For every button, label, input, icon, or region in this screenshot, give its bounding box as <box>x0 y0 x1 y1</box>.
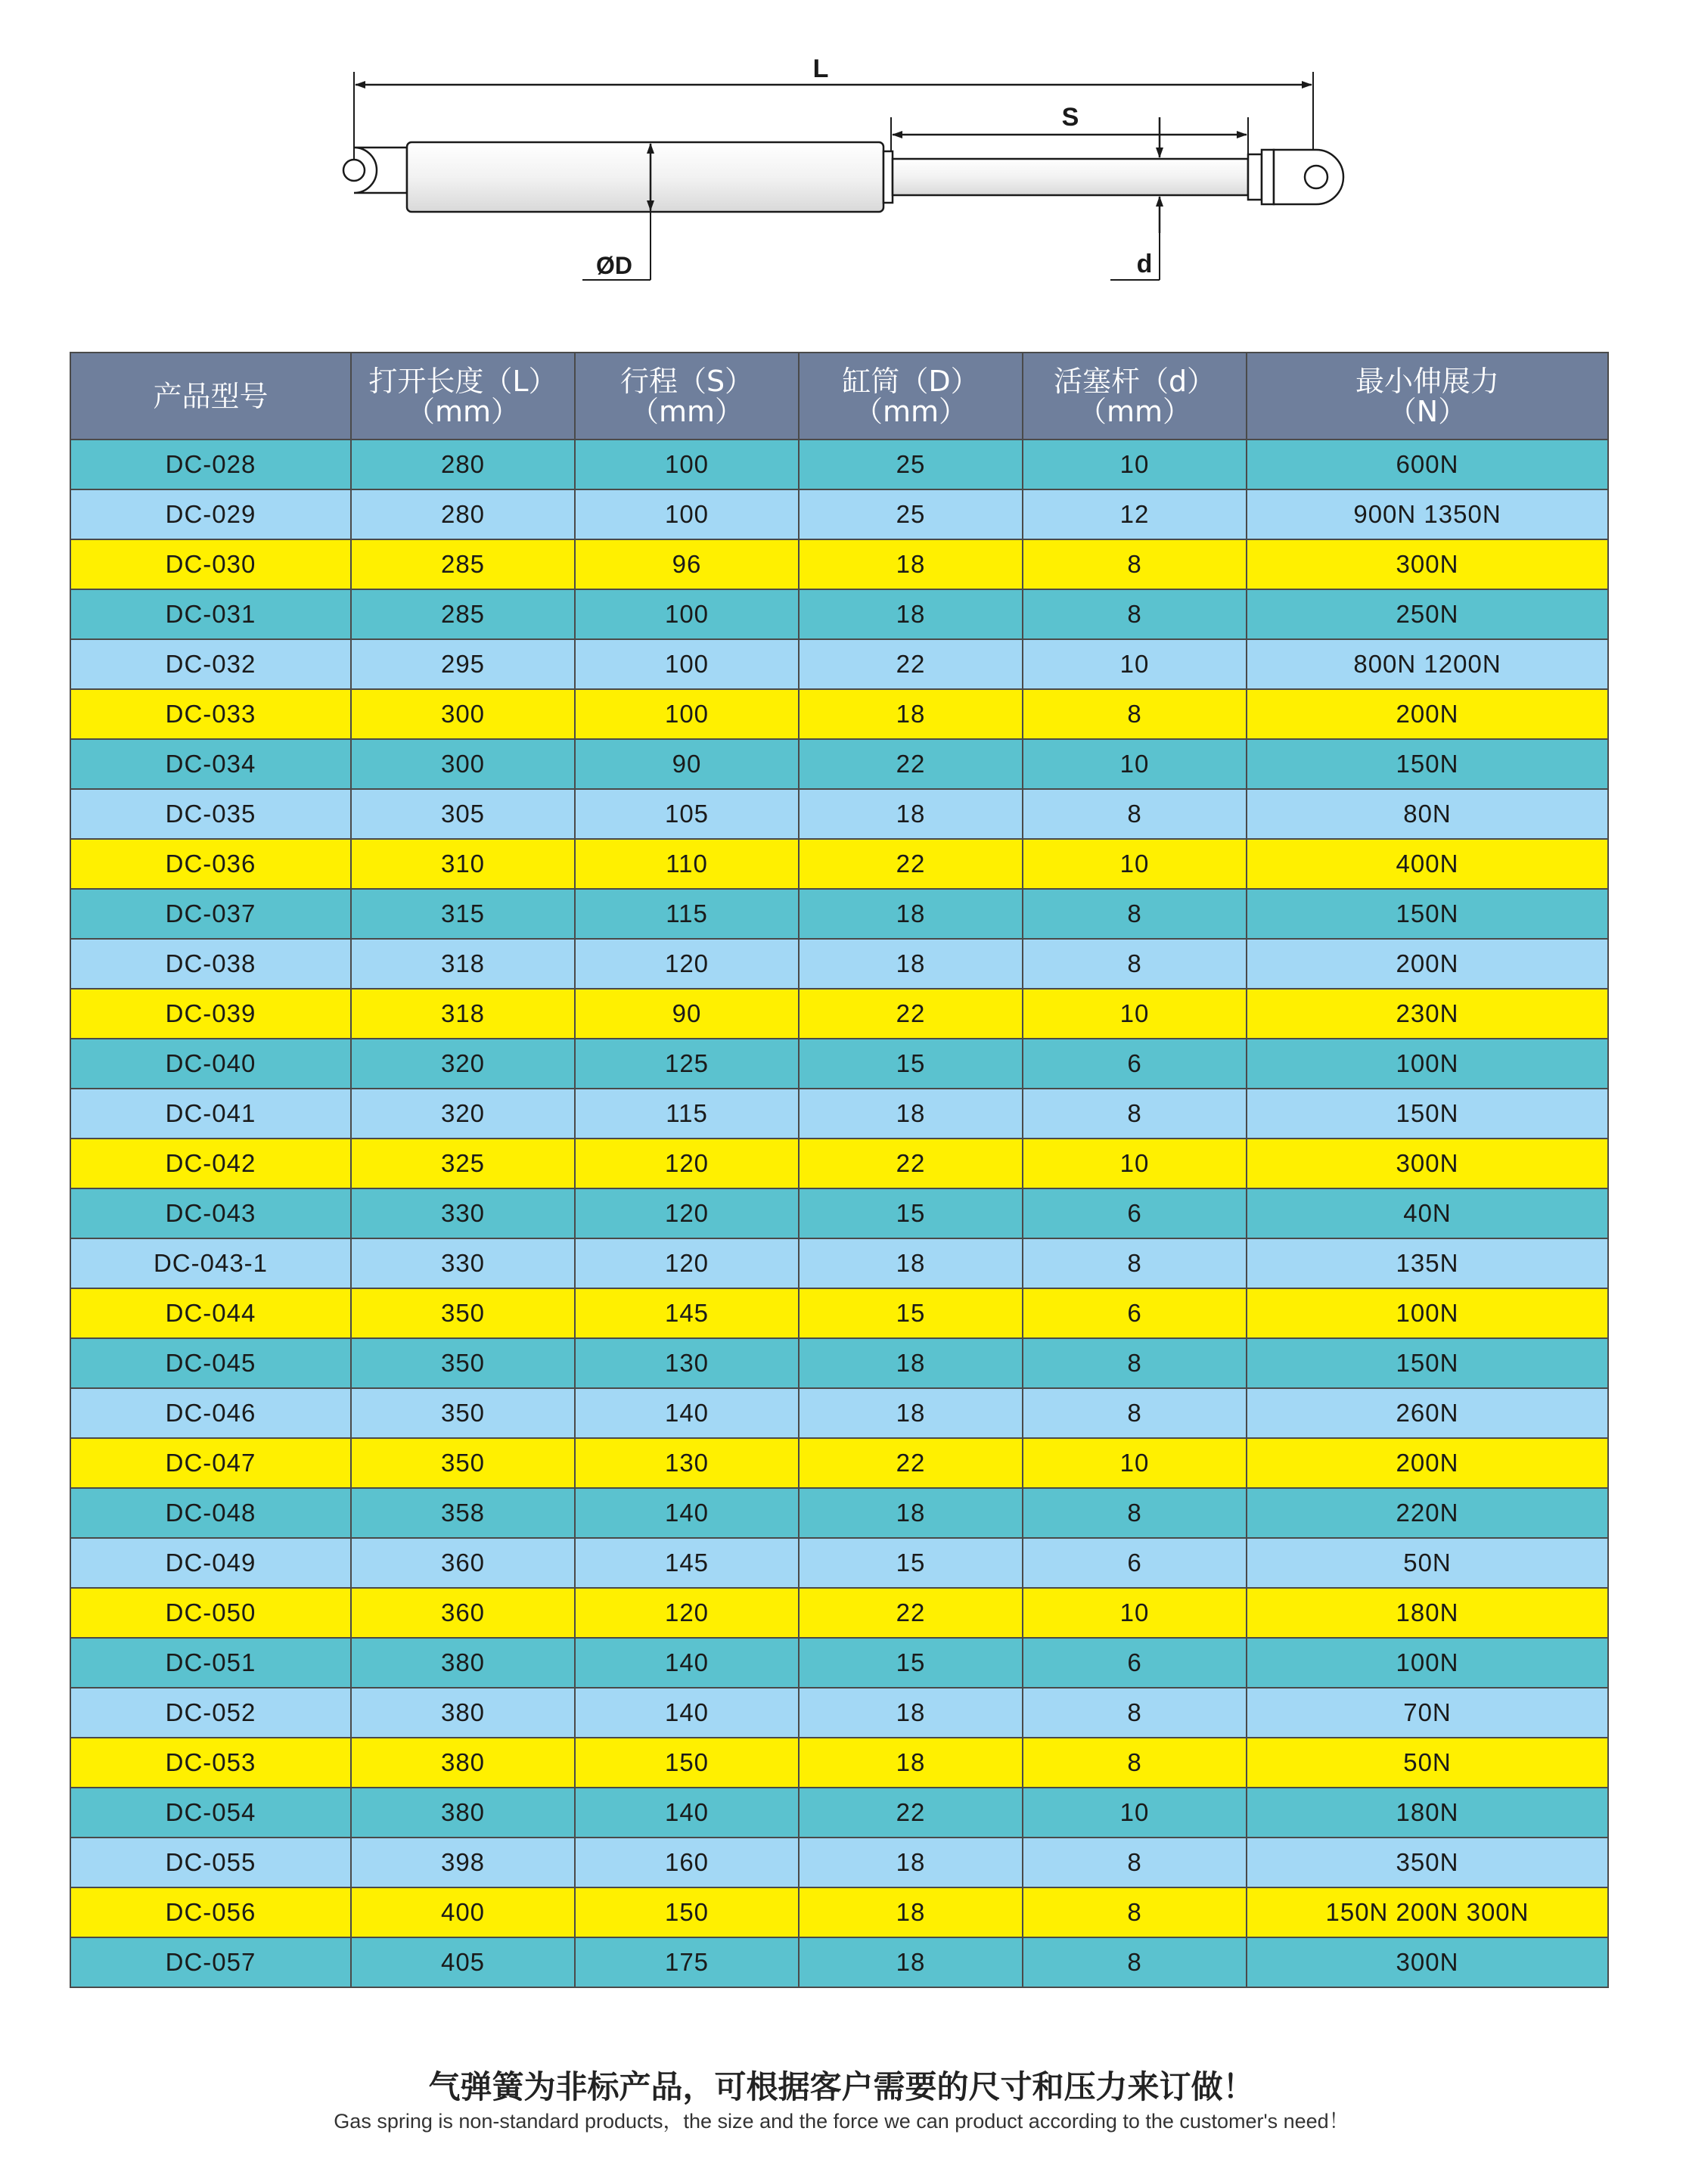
table-row <box>70 1438 1608 1488</box>
table-row <box>70 589 1608 639</box>
header-min-force: 最小伸展力 （N） <box>1247 353 1608 440</box>
cell-stroke: 90 <box>575 739 799 789</box>
cell-min-force: 80N <box>1247 789 1608 839</box>
cell-min-force: 70N <box>1247 1688 1608 1738</box>
cell-model: DC-052 <box>70 1688 351 1738</box>
table-row <box>70 1738 1608 1788</box>
cell-open-length: 358 <box>351 1488 575 1538</box>
cell-cylinder: 22 <box>799 1588 1023 1638</box>
cell-open-length: 360 <box>351 1538 575 1588</box>
cell-open-length: 320 <box>351 1039 575 1089</box>
cell-min-force: 220N <box>1247 1488 1608 1538</box>
cell-model: DC-046 <box>70 1388 351 1438</box>
cell-cylinder: 18 <box>799 789 1023 839</box>
cell-cylinder: 25 <box>799 440 1023 489</box>
cell-model: DC-031 <box>70 589 351 639</box>
cell-model: DC-051 <box>70 1638 351 1688</box>
cell-cylinder: 22 <box>799 989 1023 1039</box>
table-row <box>70 889 1608 939</box>
cell-min-force: 150N <box>1247 1089 1608 1139</box>
cell-rod: 6 <box>1023 1538 1247 1588</box>
cell-rod: 8 <box>1023 1937 1247 1987</box>
table-row <box>70 639 1608 689</box>
cell-open-length: 380 <box>351 1738 575 1788</box>
cell-cylinder: 22 <box>799 839 1023 889</box>
cell-rod: 8 <box>1023 589 1247 639</box>
cell-cylinder: 15 <box>799 1638 1023 1688</box>
cell-cylinder: 18 <box>799 1688 1023 1738</box>
cell-open-length: 280 <box>351 489 575 539</box>
cell-model: DC-044 <box>70 1288 351 1338</box>
cell-rod: 6 <box>1023 1188 1247 1238</box>
cell-open-length: 318 <box>351 939 575 989</box>
table-row <box>70 1039 1608 1089</box>
cell-cylinder: 22 <box>799 739 1023 789</box>
cell-stroke: 115 <box>575 889 799 939</box>
cell-rod: 8 <box>1023 539 1247 589</box>
table-body <box>70 440 1608 1987</box>
cell-stroke: 145 <box>575 1288 799 1338</box>
cell-cylinder: 18 <box>799 1738 1023 1788</box>
footer-chinese-note: 气弹簧为非标产品，可根据客户需要的尺寸和压力来订做！ <box>428 2068 1255 2105</box>
cell-min-force: 800N 1200N <box>1247 639 1608 689</box>
cell-model: DC-043-1 <box>70 1238 351 1288</box>
cell-stroke: 140 <box>575 1388 799 1438</box>
cell-rod: 8 <box>1023 1238 1247 1288</box>
cell-min-force: 50N <box>1247 1738 1608 1788</box>
cell-min-force: 400N <box>1247 839 1608 889</box>
table-row <box>70 1089 1608 1139</box>
cell-open-length: 350 <box>351 1288 575 1338</box>
cell-cylinder: 18 <box>799 939 1023 989</box>
cell-model: DC-050 <box>70 1588 351 1638</box>
cell-model: DC-034 <box>70 739 351 789</box>
cell-rod: 8 <box>1023 789 1247 839</box>
cell-stroke: 130 <box>575 1438 799 1488</box>
cell-stroke: 130 <box>575 1338 799 1388</box>
cell-rod: 10 <box>1023 739 1247 789</box>
cell-cylinder: 18 <box>799 1488 1023 1538</box>
cell-open-length: 400 <box>351 1887 575 1937</box>
cell-open-length: 350 <box>351 1338 575 1388</box>
cell-min-force: 135N <box>1247 1238 1608 1288</box>
cell-open-length: 318 <box>351 989 575 1039</box>
table-row <box>70 789 1608 839</box>
cell-rod: 8 <box>1023 1388 1247 1438</box>
cell-rod: 10 <box>1023 1438 1247 1488</box>
cell-cylinder: 18 <box>799 1887 1023 1937</box>
table-row <box>70 1788 1608 1838</box>
table-row <box>70 1638 1608 1688</box>
cell-model: DC-029 <box>70 489 351 539</box>
cell-stroke: 96 <box>575 539 799 589</box>
cell-open-length: 360 <box>351 1588 575 1638</box>
cell-model: DC-047 <box>70 1438 351 1488</box>
cell-cylinder: 18 <box>799 1937 1023 1987</box>
cell-rod: 10 <box>1023 1588 1247 1638</box>
right-eye-end <box>1248 150 1343 204</box>
gas-spring-diagram <box>303 53 1362 295</box>
cell-open-length: 380 <box>351 1638 575 1688</box>
cell-rod: 8 <box>1023 889 1247 939</box>
table-header-row <box>70 353 1608 440</box>
cell-min-force: 40N <box>1247 1188 1608 1238</box>
cell-rod: 6 <box>1023 1288 1247 1338</box>
stroke-dimension <box>891 103 1248 159</box>
cell-model: DC-056 <box>70 1887 351 1937</box>
cell-stroke: 140 <box>575 1638 799 1688</box>
cell-model: DC-040 <box>70 1039 351 1089</box>
cell-model: DC-038 <box>70 939 351 989</box>
cell-model: DC-033 <box>70 689 351 739</box>
cell-min-force: 200N <box>1247 939 1608 989</box>
cell-cylinder: 22 <box>799 1438 1023 1488</box>
cell-rod: 12 <box>1023 489 1247 539</box>
label-D: ØD <box>596 252 632 279</box>
cell-rod: 10 <box>1023 639 1247 689</box>
table-row <box>70 1838 1608 1887</box>
cell-model: DC-049 <box>70 1538 351 1588</box>
cell-min-force: 250N <box>1247 589 1608 639</box>
cell-stroke: 150 <box>575 1887 799 1937</box>
cell-min-force: 260N <box>1247 1388 1608 1438</box>
header-cylinder: 缸筒（D） （mm） <box>799 353 1023 440</box>
cell-min-force: 50N <box>1247 1538 1608 1588</box>
table-row <box>70 1139 1608 1188</box>
cell-min-force: 100N <box>1247 1039 1608 1089</box>
cell-min-force: 600N <box>1247 440 1608 489</box>
cell-min-force: 150N 200N 300N <box>1247 1887 1608 1937</box>
cell-stroke: 175 <box>575 1937 799 1987</box>
cell-rod: 6 <box>1023 1039 1247 1089</box>
table-row <box>70 1338 1608 1388</box>
cell-rod: 8 <box>1023 689 1247 739</box>
table-row <box>70 739 1608 789</box>
cell-cylinder: 15 <box>799 1039 1023 1089</box>
cell-rod: 10 <box>1023 440 1247 489</box>
cell-min-force: 100N <box>1247 1638 1608 1688</box>
cell-model: DC-039 <box>70 989 351 1039</box>
cell-stroke: 110 <box>575 839 799 889</box>
cell-min-force: 300N <box>1247 539 1608 589</box>
cell-model: DC-030 <box>70 539 351 589</box>
cell-min-force: 230N <box>1247 989 1608 1039</box>
cell-open-length: 285 <box>351 589 575 639</box>
table-row <box>70 1488 1608 1538</box>
cell-open-length: 380 <box>351 1688 575 1738</box>
cell-min-force: 200N <box>1247 689 1608 739</box>
cell-stroke: 100 <box>575 440 799 489</box>
cell-open-length: 330 <box>351 1238 575 1288</box>
cell-cylinder: 18 <box>799 1838 1023 1887</box>
cell-cylinder: 15 <box>799 1288 1023 1338</box>
cell-stroke: 115 <box>575 1089 799 1139</box>
table-row <box>70 1238 1608 1288</box>
cell-stroke: 160 <box>575 1838 799 1887</box>
cell-model: DC-057 <box>70 1937 351 1987</box>
cell-cylinder: 18 <box>799 689 1023 739</box>
table-row <box>70 1688 1608 1738</box>
cell-rod: 10 <box>1023 1788 1247 1838</box>
cell-rod: 8 <box>1023 939 1247 989</box>
cell-open-length: 300 <box>351 739 575 789</box>
cell-model: DC-035 <box>70 789 351 839</box>
cell-model: DC-032 <box>70 639 351 689</box>
cell-min-force: 300N <box>1247 1937 1608 1987</box>
cell-cylinder: 15 <box>799 1538 1023 1588</box>
cell-stroke: 140 <box>575 1488 799 1538</box>
cell-min-force: 180N <box>1247 1588 1608 1638</box>
cell-model: DC-041 <box>70 1089 351 1139</box>
cell-open-length: 350 <box>351 1388 575 1438</box>
cell-rod: 8 <box>1023 1838 1247 1887</box>
cell-stroke: 120 <box>575 1188 799 1238</box>
cell-open-length: 320 <box>351 1089 575 1139</box>
cell-stroke: 120 <box>575 1238 799 1288</box>
cell-stroke: 145 <box>575 1538 799 1588</box>
header-stroke: 行程（S） （mm） <box>575 353 799 440</box>
cell-rod: 8 <box>1023 1738 1247 1788</box>
header-model: 产品型号 <box>70 353 351 440</box>
cell-stroke: 100 <box>575 589 799 639</box>
cell-open-length: 325 <box>351 1139 575 1188</box>
cell-rod: 8 <box>1023 1338 1247 1388</box>
cell-rod: 8 <box>1023 1089 1247 1139</box>
cell-min-force: 150N <box>1247 739 1608 789</box>
cell-min-force: 900N 1350N <box>1247 489 1608 539</box>
cell-stroke: 120 <box>575 939 799 989</box>
cell-stroke: 100 <box>575 639 799 689</box>
cell-open-length: 330 <box>351 1188 575 1238</box>
cell-rod: 8 <box>1023 1688 1247 1738</box>
cell-open-length: 305 <box>351 789 575 839</box>
cell-rod: 10 <box>1023 1139 1247 1188</box>
cell-open-length: 398 <box>351 1838 575 1887</box>
spec-table <box>70 352 1609 1988</box>
table-row <box>70 1538 1608 1588</box>
cell-open-length: 300 <box>351 689 575 739</box>
header-rod: 活塞杆（d） （mm） <box>1023 353 1247 440</box>
table-row <box>70 1937 1608 1987</box>
cell-rod: 8 <box>1023 1887 1247 1937</box>
header-open-length: 打开长度（L） （mm） <box>351 353 575 440</box>
cell-cylinder: 18 <box>799 889 1023 939</box>
cell-cylinder: 22 <box>799 1788 1023 1838</box>
cell-stroke: 120 <box>575 1139 799 1188</box>
cell-stroke: 100 <box>575 489 799 539</box>
cell-min-force: 300N <box>1247 1139 1608 1188</box>
cell-model: DC-042 <box>70 1139 351 1188</box>
cell-cylinder: 18 <box>799 1338 1023 1388</box>
cell-open-length: 310 <box>351 839 575 889</box>
cell-stroke: 140 <box>575 1688 799 1738</box>
footer-english-note: Gas spring is non-standard products，the size and the force we can product according to the customer's need！ <box>334 2110 1349 2133</box>
cell-model: DC-055 <box>70 1838 351 1887</box>
cell-min-force: 150N <box>1247 889 1608 939</box>
table-row <box>70 1388 1608 1438</box>
cell-open-length: 295 <box>351 639 575 689</box>
label-L: L <box>812 54 829 83</box>
cell-rod: 10 <box>1023 989 1247 1039</box>
cell-cylinder: 22 <box>799 1139 1023 1188</box>
cell-stroke: 90 <box>575 989 799 1039</box>
cell-cylinder: 18 <box>799 539 1023 589</box>
cell-stroke: 100 <box>575 689 799 739</box>
cell-open-length: 280 <box>351 440 575 489</box>
piston-rod <box>893 159 1248 195</box>
cell-stroke: 105 <box>575 789 799 839</box>
cell-stroke: 140 <box>575 1788 799 1838</box>
cell-rod: 8 <box>1023 1488 1247 1538</box>
cell-open-length: 380 <box>351 1788 575 1838</box>
table-row <box>70 689 1608 739</box>
table-row <box>70 989 1608 1039</box>
cell-min-force: 350N <box>1247 1838 1608 1887</box>
cell-cylinder: 18 <box>799 1388 1023 1438</box>
cell-model: DC-037 <box>70 889 351 939</box>
table-row <box>70 839 1608 889</box>
cell-cylinder: 18 <box>799 1089 1023 1139</box>
cell-model: DC-028 <box>70 440 351 489</box>
table-row <box>70 489 1608 539</box>
cell-stroke: 120 <box>575 1588 799 1638</box>
table-row <box>70 1588 1608 1638</box>
table-row <box>70 1188 1608 1238</box>
cell-open-length: 285 <box>351 539 575 589</box>
cell-open-length: 315 <box>351 889 575 939</box>
table-row <box>70 1288 1608 1338</box>
cell-min-force: 100N <box>1247 1288 1608 1338</box>
table-row <box>70 939 1608 989</box>
left-eye-end <box>343 148 407 193</box>
cell-rod: 10 <box>1023 839 1247 889</box>
label-S: S <box>1061 103 1079 132</box>
cell-cylinder: 18 <box>799 1238 1023 1288</box>
cell-cylinder: 22 <box>799 639 1023 689</box>
cell-model: DC-054 <box>70 1788 351 1838</box>
rod-diameter-dimension <box>1110 117 1160 280</box>
label-d: d <box>1136 250 1153 278</box>
cell-open-length: 405 <box>351 1937 575 1987</box>
cell-min-force: 150N <box>1247 1338 1608 1388</box>
cell-cylinder: 15 <box>799 1188 1023 1238</box>
table-row <box>70 539 1608 589</box>
cell-model: DC-043 <box>70 1188 351 1238</box>
cell-model: DC-053 <box>70 1738 351 1788</box>
cell-min-force: 200N <box>1247 1438 1608 1488</box>
cell-model: DC-048 <box>70 1488 351 1538</box>
cell-cylinder: 18 <box>799 589 1023 639</box>
cell-model: DC-036 <box>70 839 351 889</box>
cell-open-length: 350 <box>351 1438 575 1488</box>
cell-stroke: 150 <box>575 1738 799 1788</box>
cell-cylinder: 25 <box>799 489 1023 539</box>
cell-model: DC-045 <box>70 1338 351 1388</box>
cell-rod: 6 <box>1023 1638 1247 1688</box>
cell-min-force: 180N <box>1247 1788 1608 1838</box>
table-row <box>70 1887 1608 1937</box>
cell-stroke: 125 <box>575 1039 799 1089</box>
table-row <box>70 440 1608 489</box>
